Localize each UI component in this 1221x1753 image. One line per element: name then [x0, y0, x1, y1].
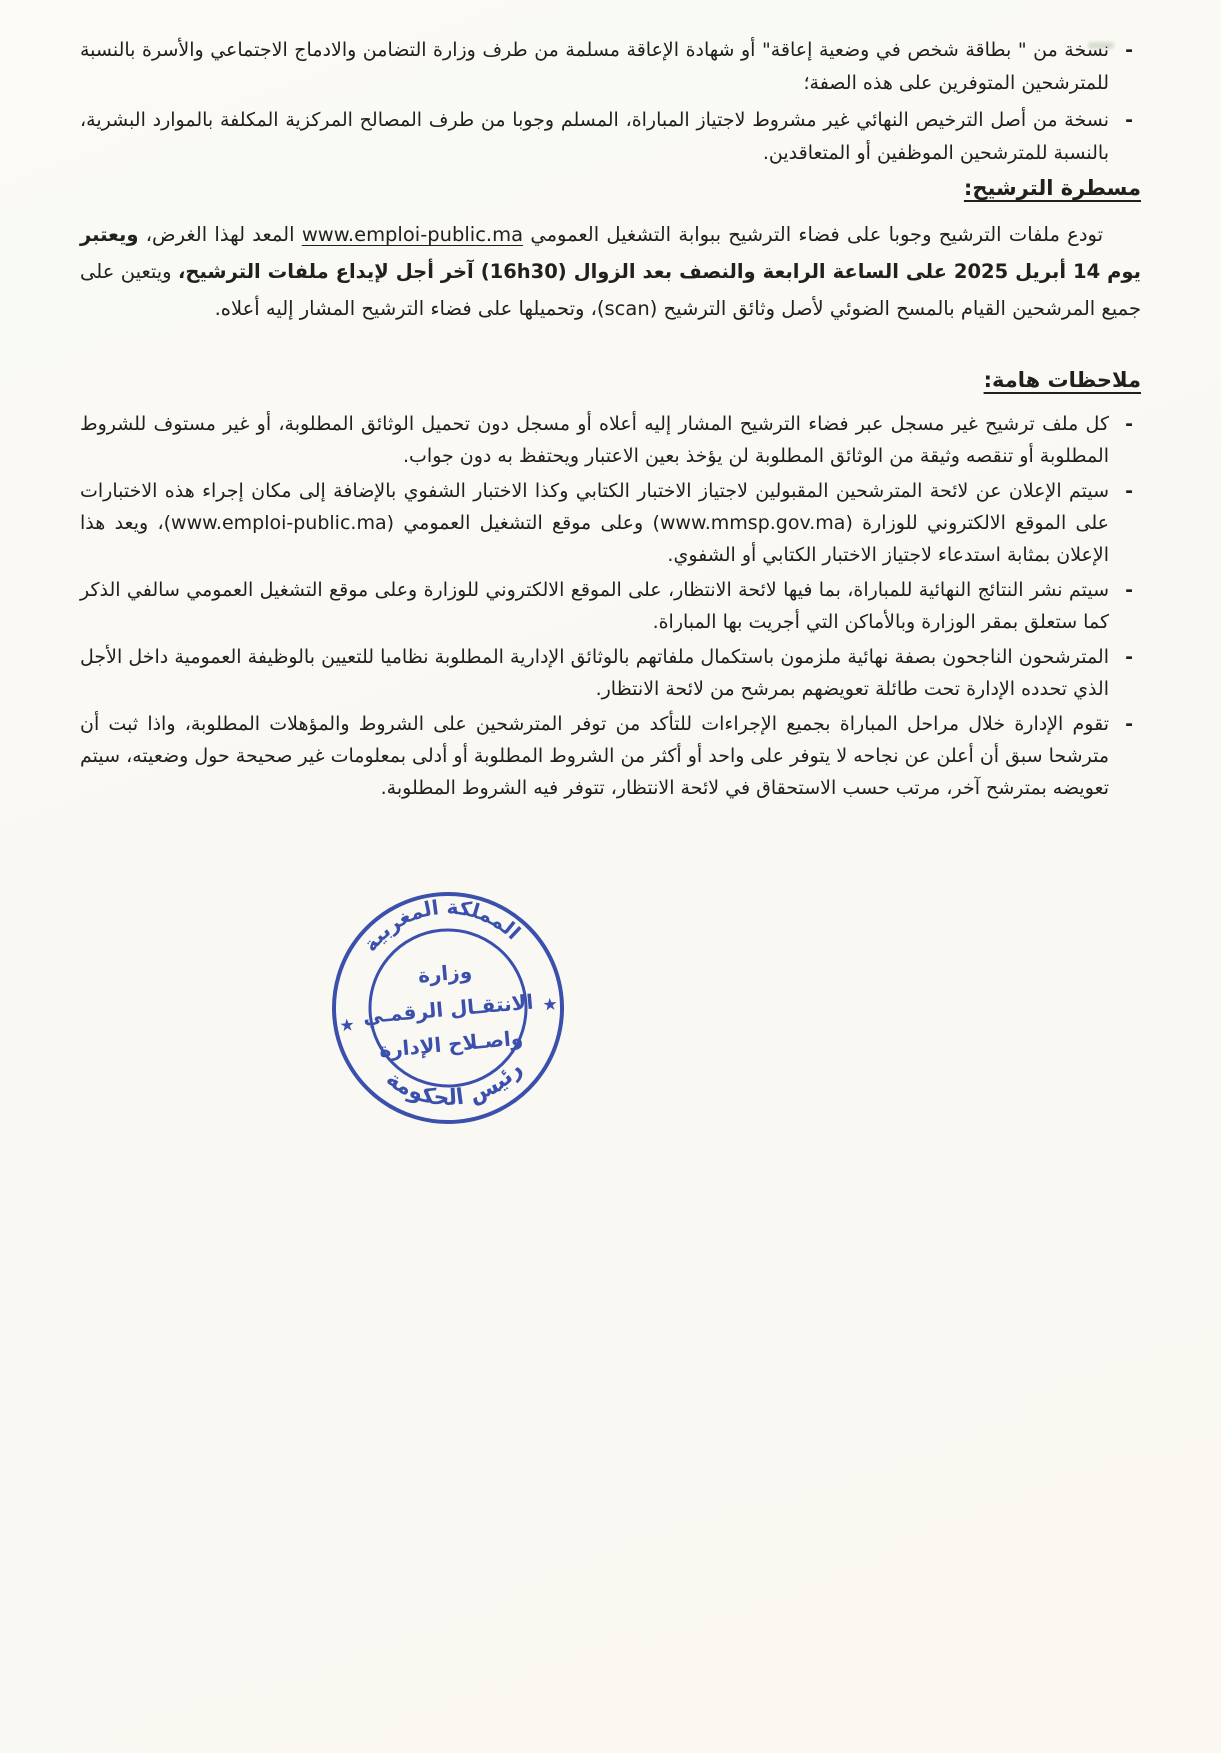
stamp-ministry-word: وزارة — [416, 958, 473, 988]
bullet-dash: - — [1125, 109, 1133, 131]
notes-bullet-list — [80, 408, 1141, 804]
bullet-text-disability-card: نسخة من " بطاقة شخص في وضعية إعاقة" أو شهادة الإعاقة مسلمة من طرف وزارة التضامن والادماج الاجتماعي والأسرة بالنسبة للمترشحين المتوفرين على هذه الصفة؛ — [80, 39, 1109, 94]
bullet-dash: - — [1125, 413, 1133, 435]
top-bullet-list — [80, 34, 1141, 174]
stamp-kingdom-arc: المملكة المغربية — [357, 894, 526, 956]
section-title-procedure: مسطرة الترشيح: — [963, 176, 1141, 200]
stamp-digital-transition-line: الانتقـال الرقمـي — [361, 989, 535, 1029]
stamp-star-right-icon: ★ — [541, 994, 559, 1016]
section-title-notes: ملاحظات هامة: — [983, 368, 1141, 392]
list-item — [80, 708, 1141, 804]
procedure-text-end: ويتعين على جميع المرشحين القيام بالمسح الضوئي لأصل وثائق الترشيح (scan)، وتحميلها على فضاء الترشيح المشار إليه أعلاه. — [80, 260, 1141, 320]
note-final-results-publication: سيتم نشر النتائج النهائية للمباراة، بما فيها لائحة الانتظار، على الموقع الالكتروني للوزارة وعلى موقع التشغيل العمومي سالفي الذكر كما ستعلق بمقر الوزارة وبالأماكن التي أجريت بها المباراة. — [80, 579, 1109, 633]
bullet-dash: - — [1125, 39, 1133, 61]
list-item — [80, 475, 1141, 571]
procedure-paragraph — [80, 216, 1141, 327]
emploi-public-url: www.emploi-public.ma — [301, 223, 524, 246]
notes-section — [80, 368, 1141, 807]
procedure-text-mid: المعد لهذا الغرض، — [138, 223, 302, 246]
stamp-star-left-icon: ★ — [338, 1015, 356, 1037]
note-successful-candidates-files: المترشحون الناجحون بصفة نهائية ملزمون باستكمال ملفاتهم بالوثائق الإدارية المطلوبة نظاميا للتعيين بالوظيفة العمومية داخل الأجل الذي تحدده الإدارة تحت طائلة تعويضهم بمرشح من لائحة الانتظار. — [80, 646, 1109, 700]
procedure-text-start: تودع ملفات الترشيح وجوبا على فضاء الترشيح ببوابة التشغيل العمومي — [523, 223, 1103, 246]
official-stamp — [316, 876, 580, 1140]
stamp-administration-reform-line: واصـلاح الإدارة — [378, 1025, 525, 1063]
procedure-section — [80, 176, 1141, 327]
list-item — [80, 104, 1141, 170]
bullet-dash: - — [1125, 579, 1133, 601]
note-unregistered-files: كل ملف ترشيح غير مسجل عبر فضاء الترشيح المشار إليه أعلاه أو مسجل دون تحميل الوثائق المطلوبة، أو غير مستوف للشروط المطلوبة أو تنقصه وثيقة من الوثائق المطلوبة لن يؤخذ بعين الاعتبار ويحتفظ به دون جواب. — [80, 413, 1109, 467]
note-verification-procedures: تقوم الإدارة خلال مراحل المباراة بجميع الإجراءات للتأكد من توفر المترشحين على الشروط والمؤهلات المطلوبة، واذا ثبت أن مترشحا سبق أن أعلن عن نجاحه لا يتوفر على واحد أو أكثر من الشروط المطلوبة أو أدلى بمعلومات غير صحيحة حول وضعيته، سيتم تعويضه بمترشح آخر، مرتب حسب الاستحقاق في لائحة الانتظار، تتوفر فيه الشروط المطلوبة. — [80, 713, 1109, 799]
list-item — [80, 641, 1141, 705]
deadline-bold-text: ويعتبر يوم 14 أبريل 2025 على الساعة الرابعة والنصف بعد الزوال (16h30) آخر أجل لإيداع ملفات الترشيح، — [80, 223, 1141, 283]
note-admitted-candidates-announcement: سيتم الإعلان عن لائحة المترشحين المقبولين لاجتياز الاختبار الكتابي وكذا الاختبار الشفوي بالإضافة إلى مكان إجراء هذه الاختبارات على الموقع الالكتروني للوزارة (www.mmsp.gov.ma) وعلى موقع التشغيل العمومي (www.emploi-public.ma)، ويعد هذا الإعلان بمثابة استدعاء لاجتياز الاختبار الكتابي أو الشفوي. — [80, 480, 1109, 566]
list-item — [80, 574, 1141, 638]
bullet-dash: - — [1125, 480, 1133, 502]
list-item — [80, 408, 1141, 472]
stamp-head-of-government-arc: رئيس الحكومة — [381, 1056, 528, 1112]
bullet-text-final-authorization: نسخة من أصل الترخيص النهائي غير مشروط لاجتياز المباراة، المسلم وجوبا من طرف المصالح المركزية المكلفة بالموارد البشرية، بالنسبة للمترشحين الموظفين أو المتعاقدين. — [80, 109, 1109, 164]
list-item — [80, 34, 1141, 100]
bullet-dash: - — [1125, 646, 1133, 668]
bullet-dash: - — [1125, 713, 1133, 735]
